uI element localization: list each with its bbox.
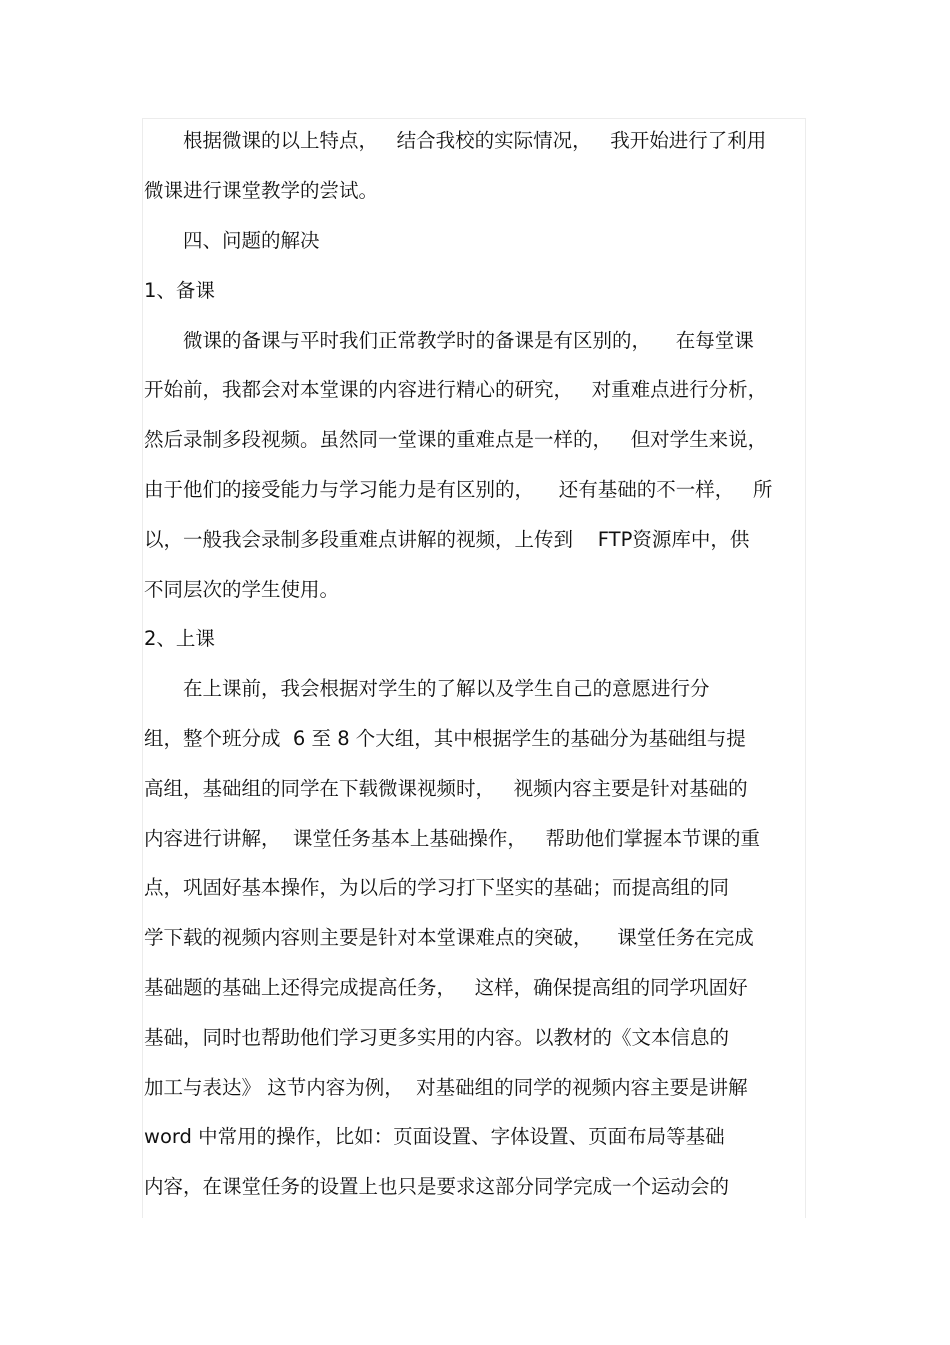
paragraph-line: 内容进行讲解， 课堂任务基本上基础操作， 帮助他们掌握本节课的重 [144, 827, 760, 850]
subsection-heading: 1、备课 [144, 279, 215, 302]
paragraph-line: 基础，同时也帮助他们学习更多实用的内容。以教材的《文本信息的 [144, 1026, 730, 1049]
section-heading: 四、问题的解决 [144, 229, 320, 252]
paragraph-line: 开始前，我都会对本堂课的内容进行精心的研究， 对重难点进行分析， [144, 378, 768, 401]
subsection-heading: 2、上课 [144, 627, 215, 650]
paragraph-line: 根据微课的以上特点， 结合我校的实际情况， 我开始进行了利用 [144, 129, 767, 152]
paragraph-line: 以，一般我会录制多段重难点讲解的视频，上传到 FTP资源库中，供 [144, 528, 750, 551]
paragraph-line: 组，整个班分成 6 至 8 个大组，其中根据学生的基础分为基础组与提 [144, 727, 746, 750]
paragraph-line: 基础题的基础上还得完成提高任务， 这样，确保提高组的同学巩固好 [144, 976, 748, 999]
paragraph-line: word 中常用的操作，比如：页面设置、字体设置、页面布局等基础 [144, 1125, 725, 1148]
paragraph-line: 微课的备课与平时我们正常教学时的备课是有区别的， 在每堂课 [144, 329, 754, 352]
paragraph-line: 然后录制多段视频。虽然同一堂课的重难点是一样的， 但对学生来说， [144, 428, 768, 451]
paragraph-line: 点，巩固好基本操作，为以后的学习打下坚实的基础；而提高组的同 [144, 876, 730, 899]
paragraph-line: 加工与表达》 这节内容为例， 对基础组的同学的视频内容主要是讲解 [144, 1076, 748, 1099]
paragraph-line: 在上课前，我会根据对学生的了解以及学生自己的意愿进行分 [144, 677, 710, 700]
paragraph-line: 高组，基础组的同学在下载微课视频时， 视频内容主要是针对基础的 [144, 777, 748, 800]
paragraph-line: 不同层次的学生使用。 [144, 578, 340, 601]
paragraph-line: 由于他们的接受能力与学习能力是有区别的， 还有基础的不一样， 所 [144, 478, 773, 501]
paragraph-line: 微课进行课堂教学的尝试。 [144, 179, 379, 202]
paragraph-line: 内容，在课堂任务的设置上也只是要求这部分同学完成一个运动会的 [144, 1175, 730, 1198]
paragraph-line: 学下载的视频内容则主要是针对本堂课难点的突破， 课堂任务在完成 [144, 926, 754, 949]
